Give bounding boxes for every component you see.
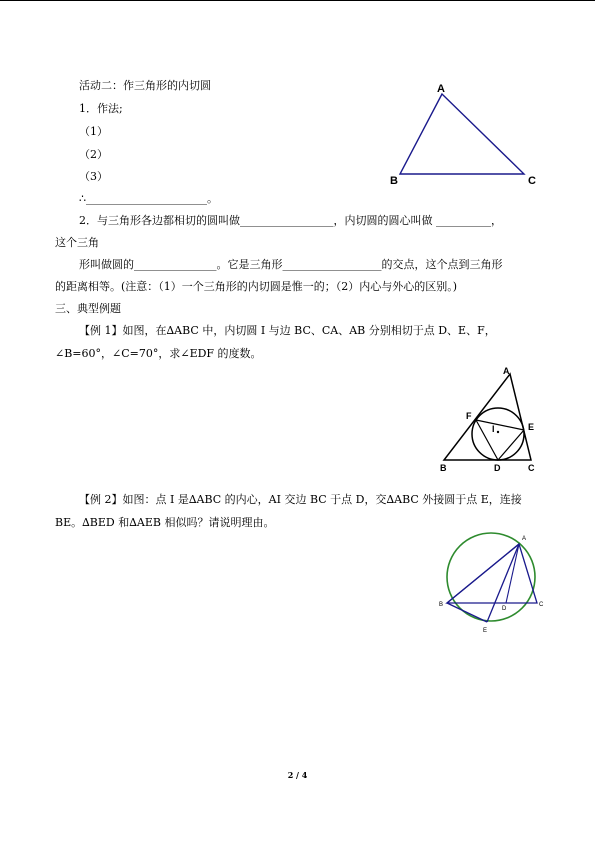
label-c: C (539, 602, 544, 608)
label-e: E (528, 422, 535, 432)
label-f: F (466, 411, 472, 421)
label-c: C (528, 463, 535, 473)
header-rule (0, 0, 595, 1)
triangle-abc (400, 94, 524, 174)
example-1-line-2: ∠B=60°，∠C=70°，求∠EDF 的度数。 (55, 347, 262, 360)
question-2-line-4: 的距离相等。(注意：（1）一个三角形的内切圆是惟一的；（2）内心与外心的区别。) (55, 280, 458, 293)
question-2-line-3: 形叫做圆的_______________。它是三角形__________________的交点，这个点到三角形 (79, 258, 503, 271)
example-1-line-1: 【例 1】如图，在∆ABC 中，内切圆 I 与边 BC、CA、AB 分别相切于点 D、E、F， (79, 324, 496, 337)
figure-circumcircle (435, 530, 550, 640)
method-heading: 1．作法; (79, 102, 123, 115)
line-be (447, 603, 487, 622)
figure-incircle (435, 362, 545, 477)
incenter-point (497, 431, 499, 433)
step-1: （1） (79, 125, 108, 138)
therefore-line: ∴______________________。 (79, 192, 218, 205)
activity-title: 活动二：作三角形的内切圆 (79, 79, 211, 92)
circumcircle (447, 533, 535, 621)
question-2-line-1: 2．与三角形各边都相切的圆叫做_________________，内切圆的圆心叫做 __________， (79, 214, 502, 227)
figure-triangle-abc (380, 78, 550, 190)
page-number: 2 / 4 (287, 770, 308, 780)
step-3: （3） (79, 170, 108, 183)
step-2: （2） (79, 148, 108, 161)
question-2-line-2: 这个三角 (55, 236, 99, 249)
label-d: D (502, 606, 507, 612)
example-2-line-1: 【例 2】如图：点 I 是∆ABC 的内心，AI 交边 BC 于点 D，交∆ABC 外接圆于点 E，连接 (79, 493, 522, 506)
incircle (472, 408, 524, 460)
label-e: E (483, 628, 488, 634)
label-b: B (439, 602, 444, 608)
label-b: B (390, 175, 398, 187)
section-3-title: 三、典型例题 (55, 302, 121, 315)
triangle-abc (447, 544, 537, 603)
label-a: A (437, 83, 445, 95)
label-c: C (528, 175, 536, 187)
label-i: I (492, 424, 495, 434)
label-a: A (522, 536, 527, 542)
label-a: A (503, 366, 510, 376)
segments-fde (476, 420, 524, 460)
segment-fe (476, 420, 524, 430)
example-2-line-2: BE。∆BED 和∆AEB 相似吗？请说明理由。 (55, 516, 275, 529)
label-b: B (440, 463, 447, 473)
label-d: D (494, 463, 501, 473)
